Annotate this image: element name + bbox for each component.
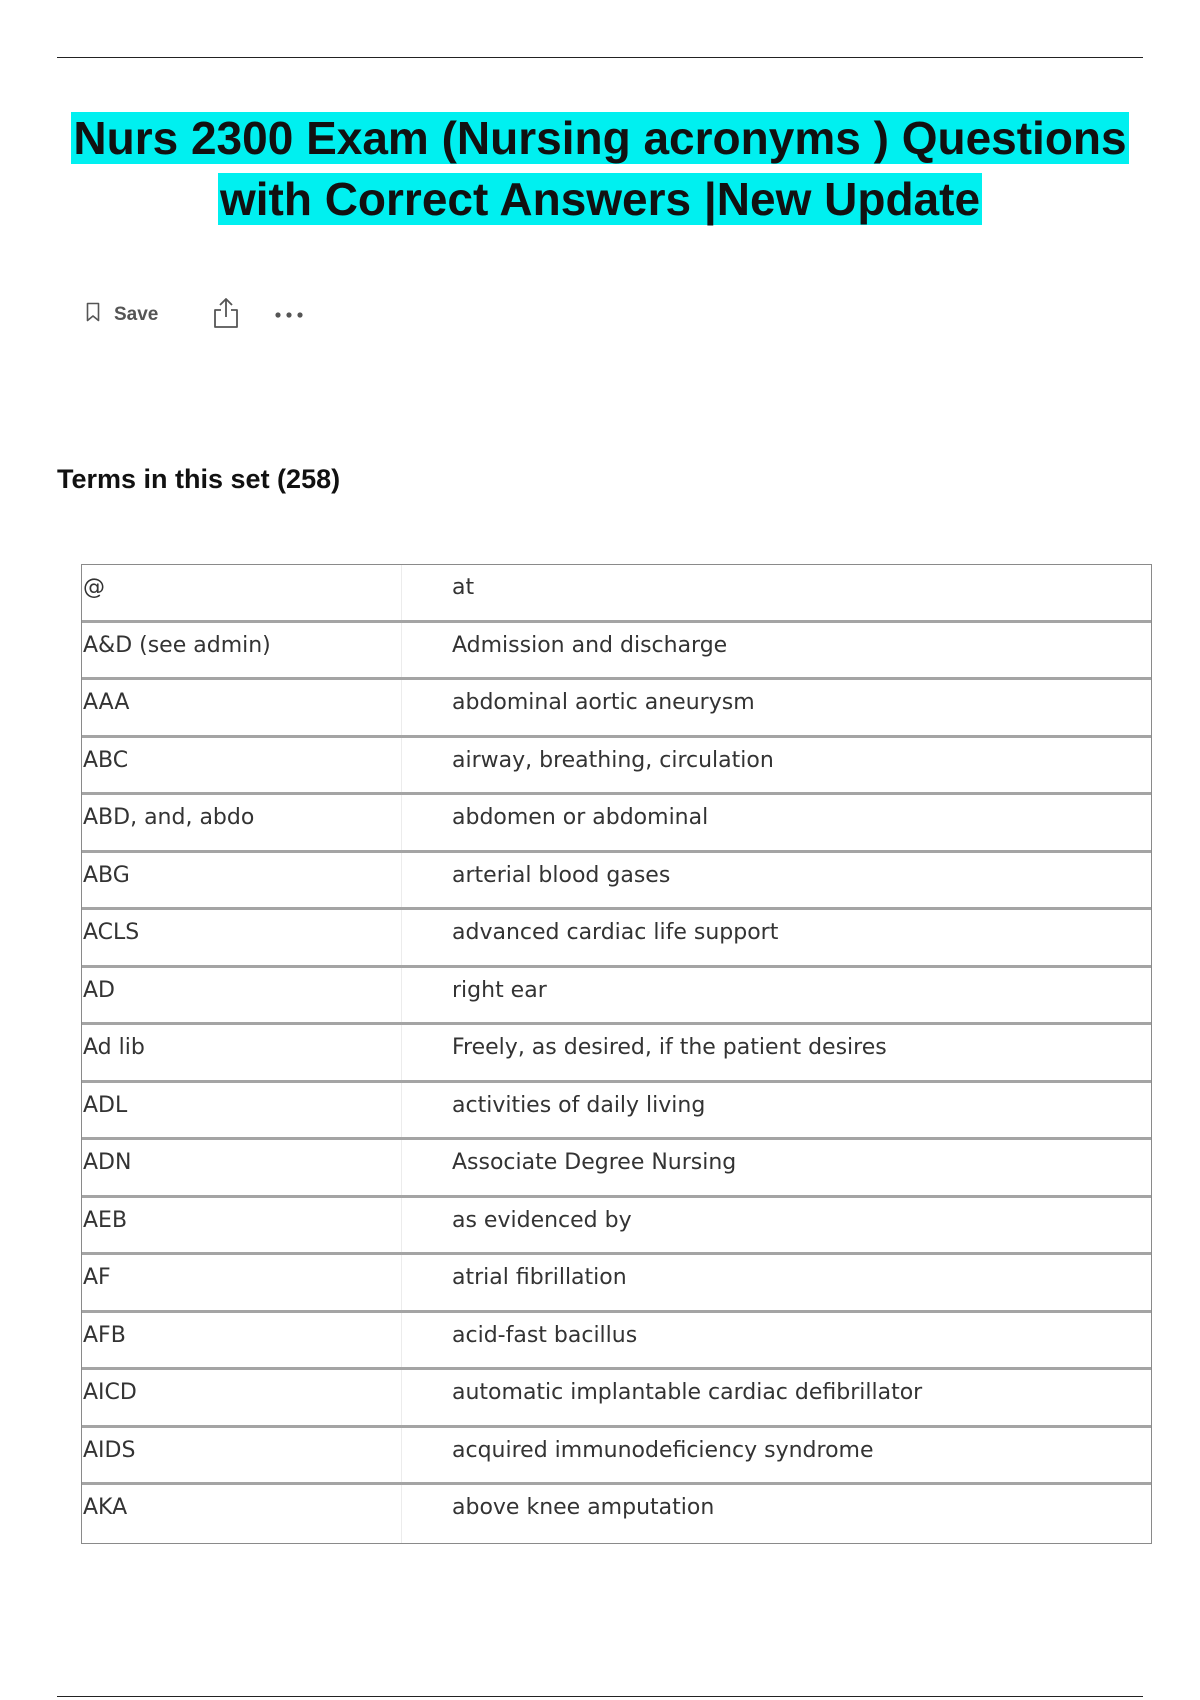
definition-cell: abdomen or abdominal — [452, 805, 709, 830]
term-row — [82, 680, 1151, 738]
term-row — [82, 1255, 1151, 1313]
term-cell: ABD, and, abdo — [82, 795, 402, 850]
term-cell: AKA — [82, 1485, 402, 1543]
definition-cell: right ear — [452, 977, 547, 1003]
terms-heading: Terms in this set (258) — [57, 464, 341, 494]
term-cell: AFB — [82, 1313, 402, 1368]
terms-table — [81, 564, 1152, 1544]
term-cell: A&D (see admin) — [82, 623, 402, 678]
definition-cell: advanced cardiac life support — [452, 920, 779, 945]
definition-cell: Freely, as desired, if the patient desires — [452, 1035, 887, 1060]
more-dots-icon — [274, 306, 304, 324]
term-row — [82, 1370, 1151, 1428]
definition-cell: arterial blood gases — [452, 862, 671, 888]
term-cell: AEB — [82, 1198, 402, 1253]
term-row — [82, 1083, 1151, 1141]
definition-cell: atrial fibrillation — [452, 1265, 627, 1290]
term-cell: ADL — [82, 1083, 402, 1138]
definition-cell: automatic implantable cardiac defibrillator — [452, 1380, 923, 1405]
term-cell: Ad lib — [82, 1025, 402, 1080]
definition-cell: abdominal aortic aneurysm — [452, 690, 755, 715]
term-cell: ADN — [82, 1140, 402, 1195]
term-row — [82, 795, 1151, 853]
term-row — [82, 1140, 1151, 1198]
term-cell: ABC — [82, 738, 402, 793]
definition-cell: activities of daily living — [452, 1092, 706, 1118]
top-divider — [57, 57, 1143, 58]
save-label: Save — [114, 304, 159, 325]
term-cell: AD — [82, 968, 402, 1023]
term-row — [82, 1313, 1151, 1371]
term-row — [82, 565, 1151, 623]
action-bar — [86, 298, 304, 332]
title-line-2: with Correct Answers |New Update — [219, 173, 981, 225]
save-button[interactable] — [86, 302, 158, 328]
term-row — [82, 623, 1151, 681]
definition-cell: Associate Degree Nursing — [452, 1150, 737, 1175]
term-row — [82, 1198, 1151, 1256]
term-cell: AAA — [82, 680, 402, 735]
definition-cell: acid-fast bacillus — [452, 1322, 638, 1348]
term-row — [82, 1428, 1151, 1486]
term-row — [82, 968, 1151, 1026]
term-cell: ABG — [82, 853, 402, 908]
term-cell: ACLS — [82, 910, 402, 965]
term-row — [82, 853, 1151, 911]
bottom-divider — [57, 1696, 1143, 1697]
more-options-button[interactable] — [274, 306, 304, 324]
term-row — [82, 1485, 1151, 1543]
term-row — [82, 738, 1151, 796]
share-button[interactable] — [212, 297, 240, 334]
title-line-1: Nurs 2300 Exam (Nursing acronyms ) Questions — [73, 112, 1127, 164]
term-cell: AIDS — [82, 1428, 402, 1483]
bookmark-icon — [86, 302, 114, 328]
definition-cell: as evidenced by — [452, 1207, 632, 1233]
term-cell: @ — [82, 565, 402, 620]
term-row — [82, 1025, 1151, 1083]
definition-cell: acquired immunodeficiency syndrome — [452, 1437, 874, 1463]
page-title — [0, 108, 1200, 230]
definition-cell: at — [452, 575, 475, 600]
term-row — [82, 910, 1151, 968]
definition-cell: Admission and discharge — [452, 632, 728, 658]
share-icon — [212, 297, 240, 334]
definition-cell: airway, breathing, circulation — [452, 747, 774, 773]
term-cell: AICD — [82, 1370, 402, 1425]
definition-cell: above knee amputation — [452, 1495, 715, 1520]
term-cell: AF — [82, 1255, 402, 1310]
